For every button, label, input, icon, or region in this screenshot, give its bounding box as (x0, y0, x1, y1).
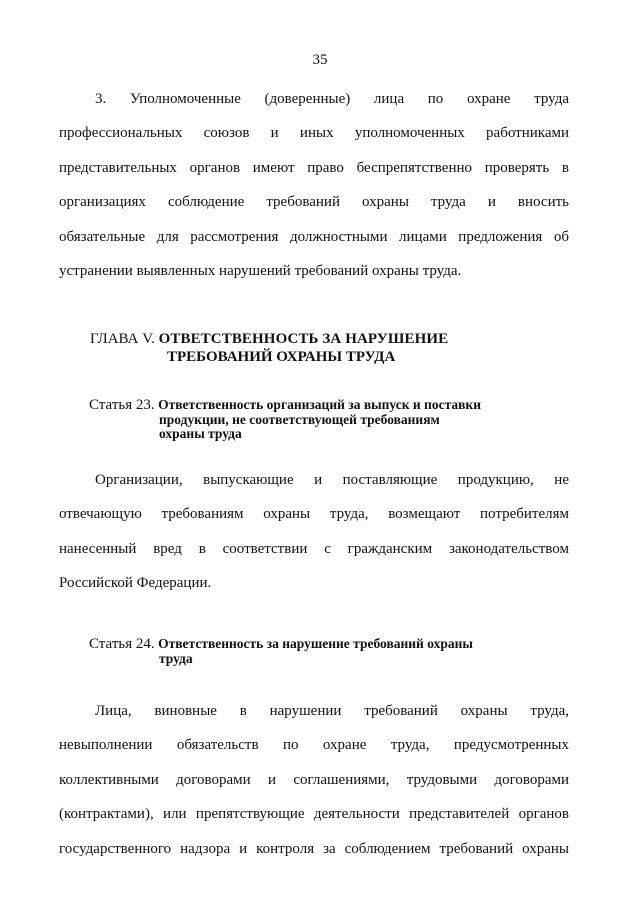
article-23-heading (89, 398, 481, 441)
paragraph-article-23 (59, 463, 569, 601)
article-title-line: Ответственность за нарушение требований охраны (158, 636, 473, 651)
article-24-heading (89, 637, 473, 666)
chapter-title-line: ТРЕБОВАНИЙ ОХРАНЫ ТРУДА (167, 349, 396, 365)
paragraph-line: устранении выявленных нарушений требований охраны труда. (59, 262, 462, 279)
paragraph-line: 3. Уполномоченные (доверенные) лица по охране труда (95, 91, 569, 107)
paragraph-line: профессиональных союзов и иных уполномоченных работниками (59, 125, 569, 142)
paragraph-line: обязательные для рассмотрения должностными лицами предложения об (59, 228, 569, 245)
paragraph-line: Российской Федерации. (59, 575, 212, 592)
paragraph-article-24 (59, 694, 569, 866)
paragraph-line: организациях соблюдение требований охраны труда и вносить (59, 194, 569, 211)
paragraph-line: Лица, виновные в нарушении требований охраны труда, (95, 703, 569, 719)
paragraph-line: Организации, выпускающие и поставляющие продукцию, не (95, 472, 569, 488)
article-title-line: Ответственность организаций за выпуск и поставки (158, 397, 481, 412)
article-title-line: охраны труда (159, 426, 242, 441)
article-prefix: Статья 23. (89, 397, 155, 413)
article-title-line: труда (159, 651, 193, 666)
article-title-line: продукции, не соответствующей требованиям (159, 412, 440, 427)
paragraph-line: коллективными договорами и соглашениями, трудовыми договорами (59, 771, 569, 788)
paragraph-line: представительных органов имеют право беспрепятственно проверять в (59, 159, 569, 176)
paragraph-line: невыполнении обязательств по охране труда, предусмотренных (59, 737, 569, 754)
article-prefix: Статья 24. (89, 636, 155, 652)
paragraph-line: отвечающую требованиям охраны труда, возмещают потребителям (59, 506, 569, 523)
paragraph-line: государственного надзора и контроля за соблюдением требований охраны (59, 840, 569, 857)
chapter-title-line: ОТВЕТСТВЕННОСТЬ ЗА НАРУШЕНИЕ (158, 331, 449, 347)
paragraph-item-3 (59, 82, 569, 288)
chapter-heading (90, 330, 448, 366)
chapter-prefix: ГЛАВА V. (90, 331, 155, 347)
page-number: 35 (312, 52, 328, 68)
paragraph-line: (контрактами), или препятствующие деятельности представителей органов (59, 806, 569, 823)
paragraph-line: нанесенный вред в соответствии с гражданским законодательством (59, 540, 569, 557)
